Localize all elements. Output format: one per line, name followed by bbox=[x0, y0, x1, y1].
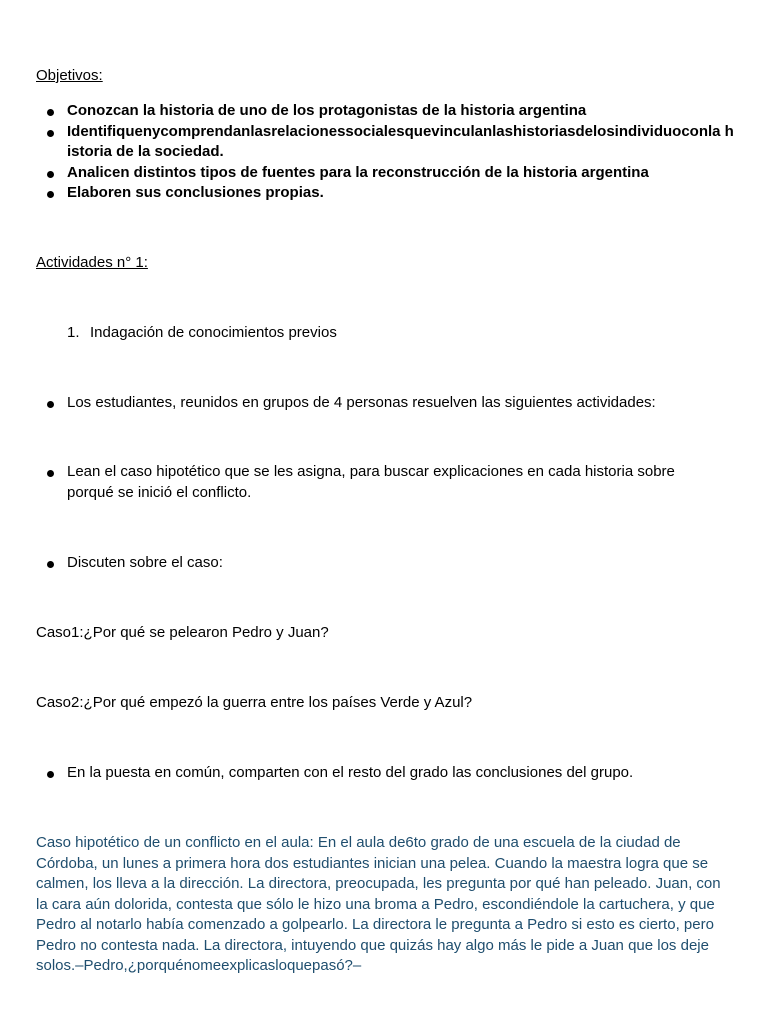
bullet-icon bbox=[47, 470, 54, 477]
list-item: Lean el caso hipotético que se les asigna, para buscar explicaciones en cada historia sobre porqué se inició el conflicto. bbox=[36, 462, 696, 503]
list-item: Discuten sobre el caso: bbox=[36, 553, 736, 574]
bullet-icon bbox=[47, 191, 54, 198]
objetivos-list bbox=[36, 101, 736, 204]
caso1-question: Caso1:¿Por qué se pelearon Pedro y Juan? bbox=[36, 624, 329, 641]
list-item: Conozcan la historia de uno de los protagonistas de la historia argentina bbox=[36, 101, 736, 122]
activity-bullet-2 bbox=[36, 462, 696, 503]
activity-bullet-3 bbox=[36, 553, 736, 574]
bullet-icon bbox=[47, 771, 54, 778]
actividades-heading: Actividades n° 1: bbox=[36, 254, 148, 271]
bullet-icon bbox=[47, 561, 54, 568]
list-item: En la puesta en común, comparten con el resto del grado las conclusiones del grupo. bbox=[36, 763, 736, 784]
activity-bullet-4 bbox=[36, 763, 736, 784]
bullet-icon bbox=[47, 130, 54, 137]
item-number: 1. bbox=[67, 324, 80, 341]
bullet-icon bbox=[47, 171, 54, 178]
numbered-item bbox=[67, 323, 337, 343]
objetivos-heading: Objetivos: bbox=[36, 67, 103, 84]
bullet-icon bbox=[47, 401, 54, 408]
list-item: Identifiquenycomprendanlasrelacionessocialesquevinculanlashistoriasdelosindividuoconla historia de la sociedad. bbox=[36, 122, 736, 163]
caso2-question: Caso2:¿Por qué empezó la guerra entre los países Verde y Azul? bbox=[36, 694, 473, 711]
item-text: Indagación de conocimientos previos bbox=[90, 324, 337, 341]
list-item: Elaboren sus conclusiones propias. bbox=[36, 183, 736, 204]
activity-bullet-1 bbox=[36, 393, 736, 414]
list-item: Analicen distintos tipos de fuentes para la reconstrucción de la historia argentina bbox=[36, 163, 736, 184]
caso-hipotetico-paragraph: Caso hipotético de un conflicto en el aula: En el aula de6to grado de una escuela de la ciudad de Córdoba, un lunes a primera hora dos estudiantes inician una pelea. Cuando la maestra logra que se calmen, los lleva a la dirección. La directora, preocupada, les pregunta por qué han peleado. Juan, con la cara aún dolorida, contesta que sólo le hizo una broma a Pedro, escondiéndole la cartuchera, y que Pedro al notarlo había comenzado a golpearlo. La directora le pregunta a Pedro si esto es cierto, pero Pedro no contesta nada. La directora, intuyendo que quizás hay algo más le pide a Juan que los deje solos.–Pedro,¿porquénomeexplicasloquepasó?– bbox=[36, 834, 721, 974]
list-item: Los estudiantes, reunidos en grupos de 4 personas resuelven las siguientes actividades: bbox=[36, 393, 736, 414]
bullet-icon bbox=[47, 109, 54, 116]
